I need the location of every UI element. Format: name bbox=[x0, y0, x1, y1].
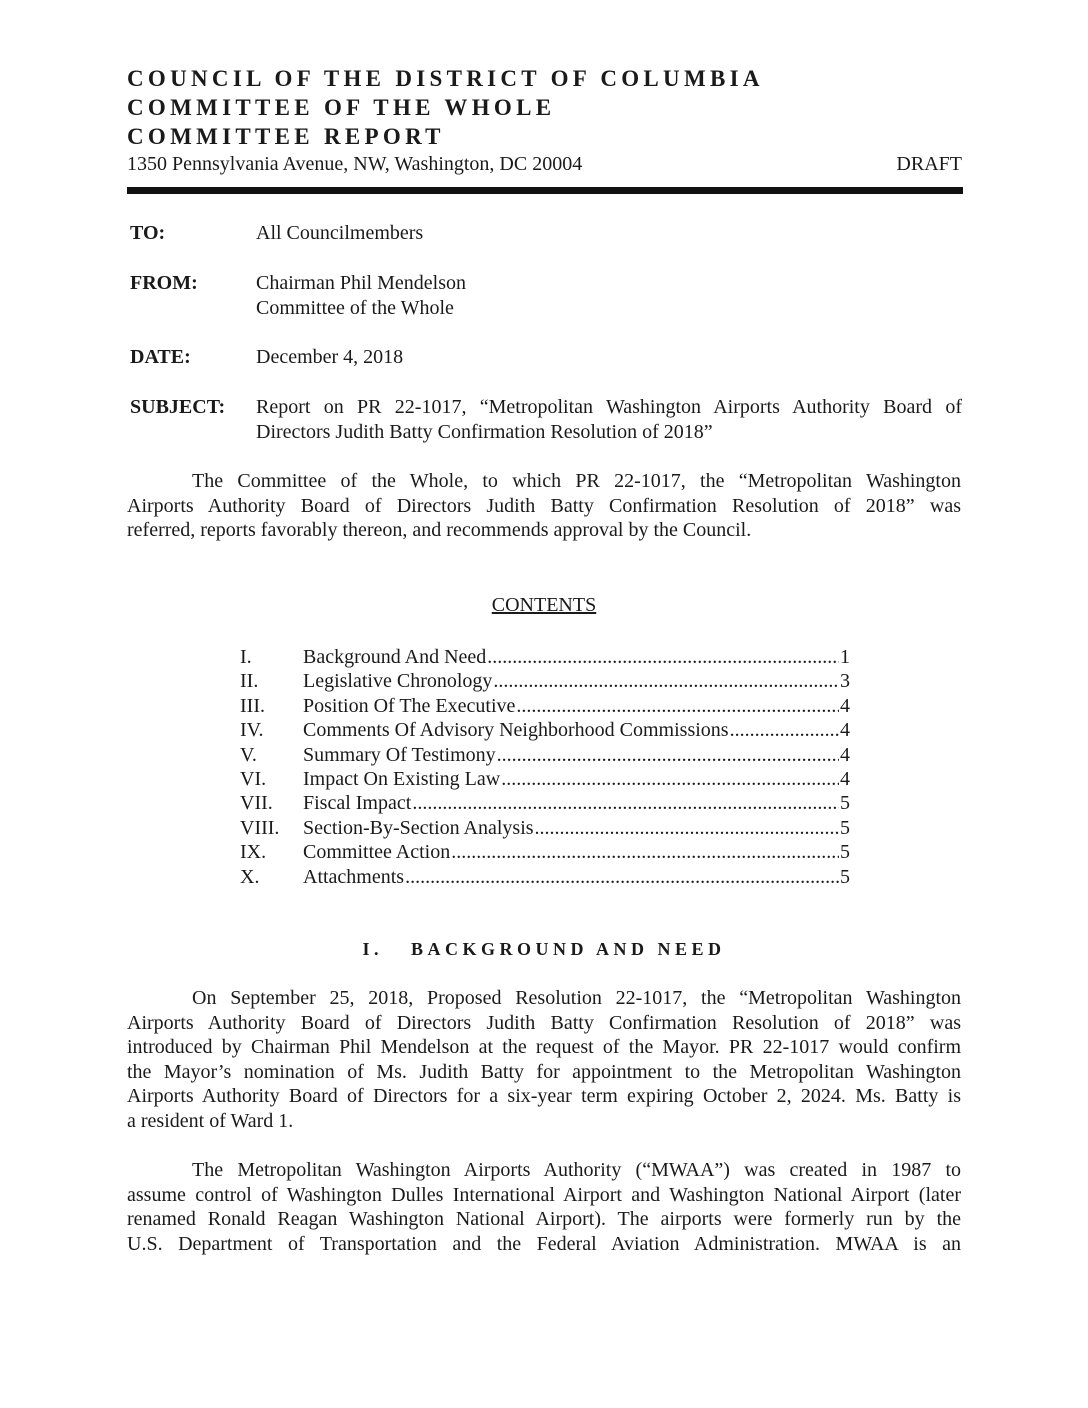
letterhead bbox=[127, 64, 962, 177]
toc-title: Committee Action bbox=[303, 841, 451, 864]
toc-page: 5 bbox=[840, 816, 850, 839]
memo-from bbox=[130, 271, 962, 321]
toc-leader bbox=[497, 743, 839, 767]
section-number: I. bbox=[362, 939, 383, 959]
toc-leader bbox=[730, 718, 839, 742]
toc-entry bbox=[303, 840, 850, 864]
toc-row bbox=[240, 840, 850, 864]
toc-row bbox=[240, 767, 850, 791]
toc-title: Summary Of Testimony bbox=[303, 743, 496, 766]
toc-title: Section-By-Section Analysis bbox=[303, 816, 534, 839]
council-name: COUNCIL OF THE DISTRICT OF COLUMBIA bbox=[127, 66, 764, 91]
toc-row bbox=[240, 669, 850, 693]
toc-number: III. bbox=[240, 694, 265, 717]
committee-name: COMMITTEE OF THE WHOLE bbox=[127, 95, 556, 120]
toc-entry bbox=[303, 791, 850, 815]
toc-row bbox=[240, 743, 850, 767]
section-heading bbox=[0, 937, 1088, 961]
address-row bbox=[127, 151, 962, 177]
toc-page: 4 bbox=[840, 719, 850, 742]
toc-page: 1 bbox=[840, 646, 850, 668]
toc-title: Fiscal Impact bbox=[303, 792, 412, 815]
toc-entry bbox=[303, 718, 850, 742]
toc-row bbox=[240, 645, 850, 669]
background-paragraph-2: The Metropolitan Washington Airports Authority (“MWAA”) was created in 1987 to assume control of Washington Dulles International Airport and Washington National Airport (later renamed Ronald Reagan Washington National Airport). The airports were formerly run by the U.S. Department of Transportation and the Federal Aviation Administration. MWAA is an bbox=[127, 1159, 961, 1255]
toc-entry bbox=[303, 767, 850, 791]
date-label: DATE: bbox=[130, 346, 191, 368]
toc-leader bbox=[535, 816, 839, 840]
table-of-contents bbox=[240, 645, 850, 889]
toc-entry bbox=[303, 816, 850, 840]
subject-value: Report on PR 22-1017, “Metropolitan Washington Airports Authority Board of Directors Judith Batty Confirmation Resolution of 2018” bbox=[256, 396, 962, 443]
toc-entry bbox=[303, 645, 850, 669]
memo-to bbox=[130, 221, 962, 246]
toc-row bbox=[240, 816, 850, 840]
toc-number: I. bbox=[240, 646, 252, 668]
intro-paragraph: The Committee of the Whole, to which PR 22-1017, the “Metropolitan Washington Airports Authority Board of Directors Judith Batty Confirmation Resolution of 2018” was referred, reports favorably thereon, and recommends approval by the Council. bbox=[127, 470, 961, 541]
toc-leader bbox=[412, 791, 839, 815]
subject-label: SUBJECT: bbox=[130, 396, 226, 418]
toc-title: Comments Of Advisory Neighborhood Commissions bbox=[303, 719, 729, 742]
toc-entry bbox=[303, 865, 850, 889]
toc-page: 5 bbox=[840, 792, 850, 815]
header-rule bbox=[127, 187, 963, 194]
toc-row bbox=[240, 694, 850, 718]
toc-leader bbox=[501, 767, 839, 791]
toc-number: IX. bbox=[240, 841, 267, 864]
toc-entry bbox=[303, 669, 850, 693]
toc-number: II. bbox=[240, 670, 259, 693]
toc-entry bbox=[303, 743, 850, 767]
toc-row bbox=[240, 791, 850, 815]
toc-leader bbox=[516, 694, 839, 718]
council-address: 1350 Pennsylvania Avenue, NW, Washington, DC 20004 bbox=[127, 153, 583, 175]
toc-leader bbox=[493, 669, 839, 693]
toc-title: Position Of The Executive bbox=[303, 694, 516, 717]
to-label: TO: bbox=[130, 222, 166, 244]
toc-leader bbox=[487, 645, 839, 669]
toc-title: Attachments bbox=[303, 865, 405, 888]
toc-page: 4 bbox=[840, 767, 850, 790]
memo-subject bbox=[130, 395, 962, 445]
toc-row bbox=[240, 865, 850, 889]
toc-entry bbox=[303, 694, 850, 718]
section-title: BACKGROUND AND NEED bbox=[410, 939, 726, 959]
toc-page: 4 bbox=[840, 743, 850, 766]
toc-title: Impact On Existing Law bbox=[303, 767, 501, 790]
from-value: Chairman Phil Mendelson Committee of the Whole bbox=[256, 272, 466, 319]
toc-page: 4 bbox=[840, 694, 850, 717]
toc-number: IV. bbox=[240, 719, 264, 742]
memo-date bbox=[130, 345, 962, 370]
date-value: December 4, 2018 bbox=[256, 346, 404, 368]
toc-leader bbox=[451, 840, 839, 864]
toc-number: VI. bbox=[240, 767, 267, 790]
toc-page: 5 bbox=[840, 865, 850, 888]
toc-title: Legislative Chronology bbox=[303, 670, 493, 693]
from-label: FROM: bbox=[130, 272, 198, 294]
toc-number: V. bbox=[240, 743, 257, 766]
to-value: All Councilmembers bbox=[256, 222, 424, 244]
toc-page: 3 bbox=[840, 670, 850, 693]
toc-title: Background And Need bbox=[303, 646, 487, 668]
toc-number: X. bbox=[240, 865, 260, 888]
toc-row bbox=[240, 718, 850, 742]
toc-leader bbox=[405, 865, 839, 889]
background-paragraph-1: On September 25, 2018, Proposed Resolution 22-1017, the “Metropolitan Washington Airports Authority Board of Directors Judith Batty Confirmation Resolution of 2018” was introduced by Chairman Phil Mendelson at the request of the Mayor. PR 22-1017 would confirm the Mayor’s nomination of Ms. Judith Batty for appointment to the Metropolitan Washington Airports Authority Board of Directors for a six-year term expiring October 2, 2024. Ms. Batty is a resident of Ward 1. bbox=[127, 987, 961, 1132]
draft-label: DRAFT bbox=[896, 153, 962, 175]
report-type: COMMITTEE REPORT bbox=[127, 124, 445, 149]
toc-number: VII. bbox=[240, 792, 273, 815]
contents-title: CONTENTS bbox=[491, 594, 597, 616]
toc-page: 5 bbox=[840, 841, 850, 864]
toc-number: VIII. bbox=[240, 816, 280, 839]
